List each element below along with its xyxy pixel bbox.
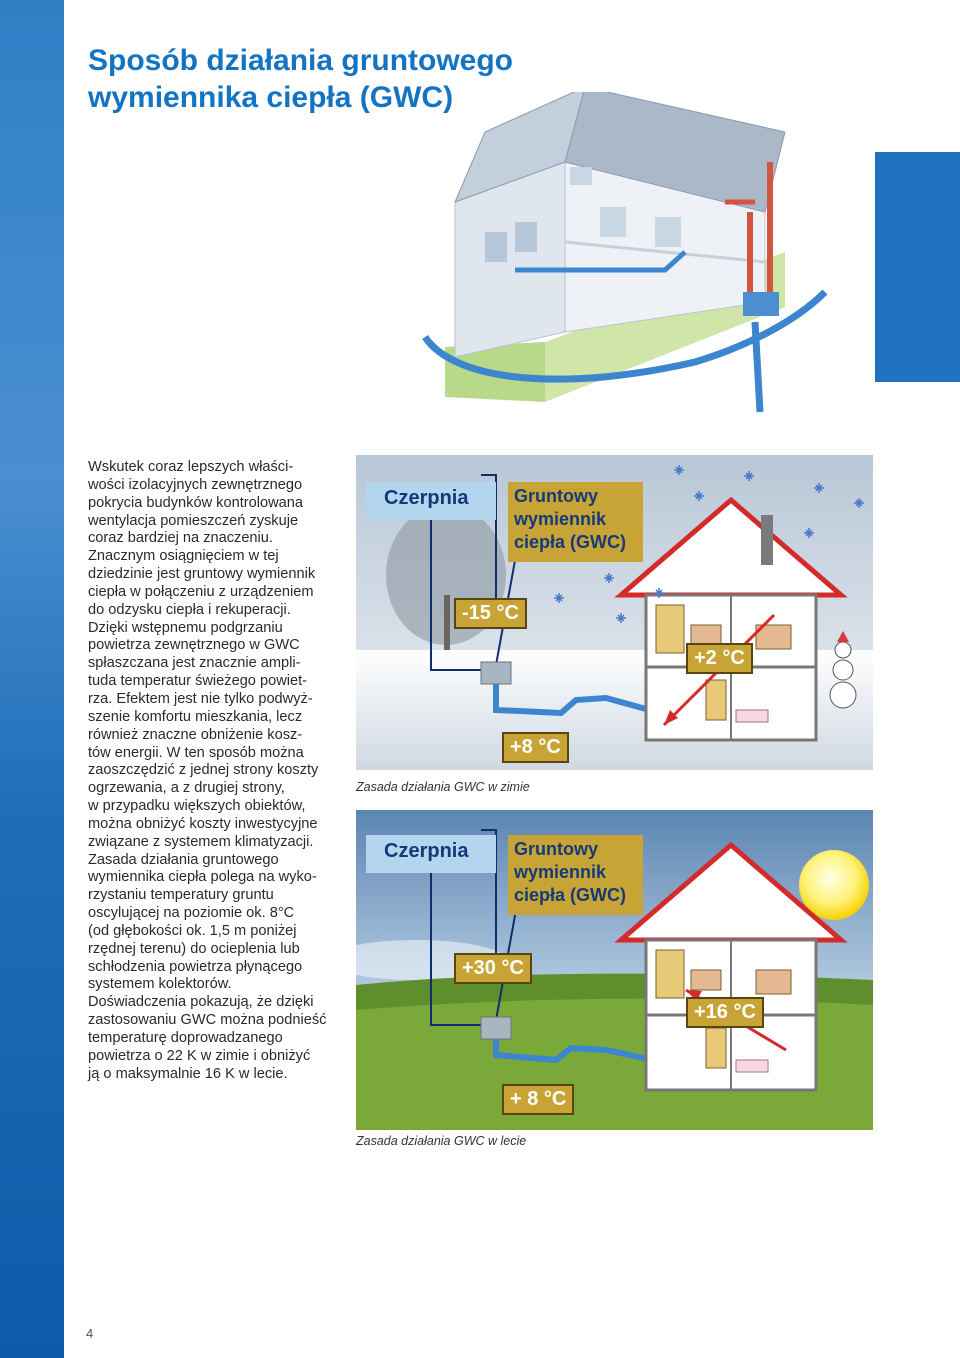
summer-diagram [356,810,873,1130]
winter-outside-temp: -15 °C [454,598,527,629]
body-paragraph: Wskutek coraz lepszych właści- wości izolacyjnych zewnętrznego pokrycia budynków kontrolowana wentylacja pomieszczeń zyskuje coraz bardziej na znaczeniu. Znacznym osiągnięciem w tej dziedzinie jest gruntowy wymiennik ciepła w połączeniu z urządzeniem do odzysku ciepła i rekuperacji. Dzięki wstępnemu podgrzaniu powietrza zewnętrznego w GWC spłaszczana jest znacznie ampli- tuda temperatur świeżego powiet- rza. Efektem jest nie tylko podwyż- szenie komfortu mieszkania, lecz również znaczne obniżenie kosz- tów energii. W ten sposób można zaoszczędzić z jednej strony koszty ogrzewania, a z drugiej strony, w przypadku większych obiektów, można obniżyć koszty inwestycyjne związane z systemem klimatyzacji. Zasada działania gruntowego wymiennika ciepła polega na wyko- rzystaniu temperatury gruntu oscylującej na poziomie ok. 8°C (od głębokości ok. 1,5 m poniżej rzędnej terenu) do ocieplenia lub schłodzenia powietrza płynącego systemem kolektorów. Doświadczenia pokazują, że dzięki zastosowaniu GWC można podnieść temperaturę doprowadzanego powietrza o 22 K w zimie i obniżyć ją o maksymalnie 16 K w lecie. [88,459,327,1082]
winter-gwc-label: Gruntowy wymiennik ciepła (GWC) [508,482,643,562]
winter-indoor-temp: +2 °C [686,643,753,674]
winter-intake-label: Czerpnia [366,482,496,520]
right-accent-bar [875,152,960,382]
summer-outside-temp: +30 °C [454,953,532,984]
summer-indoor-temp: +16 °C [686,997,764,1028]
winter-caption: Zasada działania GWC w zimie [356,780,530,794]
winter-diagram [356,455,873,770]
winter-ground-temp: +8 °C [502,732,569,763]
summer-caption: Zasada działania GWC w lecie [356,1134,527,1148]
page-number: 4 [86,1326,94,1341]
page-title: Sposób działania gruntowego wymiennika ciepła (GWC) [88,44,514,114]
summer-intake-label: Czerpnia [366,835,496,873]
left-accent-bar [0,0,64,1358]
summer-ground-temp: + 8 °C [502,1084,574,1115]
summer-gwc-label: Gruntowy wymiennik ciepła (GWC) [508,835,643,915]
house-cutaway-illustration [365,92,865,432]
